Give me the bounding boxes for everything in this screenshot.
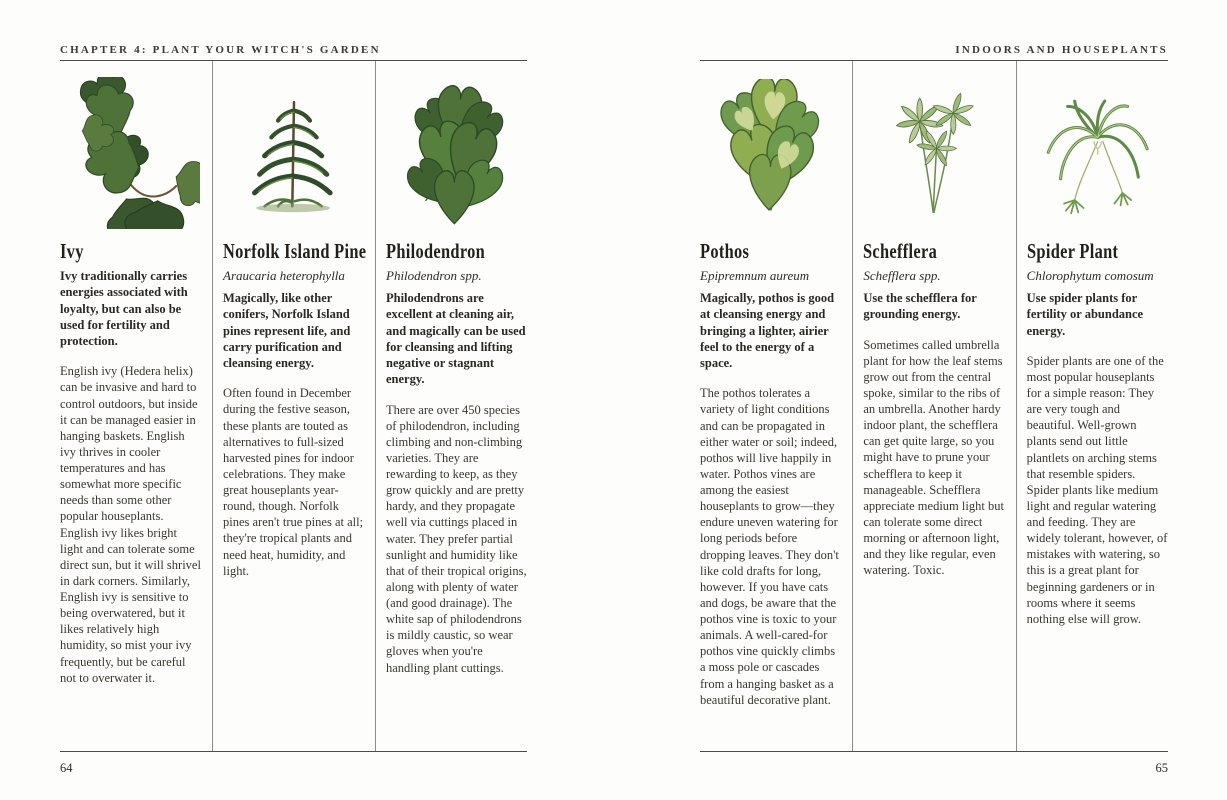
- plant-entry-philodendron: [375, 61, 527, 751]
- ivy-illustration: [60, 61, 201, 237]
- plant-intro: Philodendrons are excellent at cleaning air, and magically can be used for cleansing and lifting negative or stagnant energy.: [386, 291, 526, 387]
- plant-title: Pothos: [700, 239, 750, 263]
- plant-latin-name: Philodendron spp.: [386, 268, 482, 283]
- plant-intro: Magically, like other conifers, Norfolk Island pines represent life, and carry purification and cleansing energy.: [223, 291, 351, 370]
- left-page: [60, 28, 527, 776]
- spider-plant-illustration: [1027, 61, 1168, 237]
- plant-body: Sometimes called umbrella plant for how the leaf stems grow out from the central spoke, similar to the ribs of an umbrella. Another hardy indoor plant, the schefflera can get quite large, so you might have to prune your schefflera to keep it manageable. Schefflera appreciate medium light but can tolerate some direct morning or afternoon light, and they like regular, even watering. Toxic.: [863, 337, 1004, 578]
- plant-body: There are over 450 species of philodendron, including climbing and non-climbing varieties. They are rewarding to keep, as they grow quickly and are pretty hardy, and they propagate well via cuttings placed in water. They prefer partial sunlight and humidity like that of their tropical origins, along with plenty of water (and good drainage). The white sap of philodendrons is mildly caustic, so wear gloves when you're handling plant cuttings.: [386, 402, 527, 675]
- plant-latin-name: Araucaria heterophylla: [223, 268, 345, 283]
- plant-latin-name: Epipremnum aureum: [700, 268, 810, 283]
- norfolk-island-pine-illustration: [223, 61, 364, 237]
- plant-body: Often found in December during the festive season, these plants are touted as alternatives to full-sized harvested pines for indoor celebrations. They make great houseplants year-round, though. Norfolk pines aren't true pines at all; they're tropical plants and need heat, humidity, and light.: [223, 386, 364, 578]
- plant-entry-pothos: [700, 61, 852, 751]
- plant-intro: Ivy traditionally carries energies associated with loyalty, but can also be used for fertility and protection.: [60, 269, 188, 348]
- plant-entry-spider-plant: [1016, 61, 1168, 751]
- plant-latin-name: Schefflera spp.: [863, 268, 941, 283]
- plant-intro: Magically, pothos is good at cleansing energy and bringing a lighter, airier feel to the energy of a space.: [700, 291, 835, 370]
- schefflera-illustration: [863, 61, 1004, 237]
- plant-latin-name: Chlorophytum comosum: [1026, 268, 1154, 283]
- plant-title: Ivy: [60, 239, 84, 263]
- plant-entry-schefflera: [852, 61, 1015, 751]
- philodendron-illustration: [386, 61, 527, 237]
- page-number-left: 64: [60, 761, 73, 775]
- running-header-left: CHAPTER 4: PLANT YOUR WITCH'S GARDEN: [60, 44, 381, 56]
- plant-body: English ivy (Hedera helix) can be invasive and hard to control outdoors, but inside it can be managed easier in hanging baskets. English ivy thrives in cooler temperatures and has somewhat more specific needs than some other popular houseplants. English ivy likes bright light and can tolerate some direct sun, but it will shrivel in dark corners. Similarly, English ivy is sensitive to being overwatered, but it likes relatively high humidity, so mist your ivy frequently, but be careful not to overwater it.: [60, 364, 201, 685]
- plant-title: Schefflera: [863, 239, 938, 263]
- plant-title: Spider Plant: [1026, 239, 1118, 263]
- left-page-columns: [60, 60, 527, 752]
- plant-intro: Use spider plants for fertility or abundance energy.: [1026, 291, 1144, 338]
- plant-body: Spider plants are one of the most popular houseplants for a simple reason: They are very tough and beautiful. Well-grown plants send out little plantlets on arching stems that resemble spiders. Spider plants like medium light and regular watering and feeding. They are widely tolerant, however, of mistakes with watering, so this is a great plant for beginning gardeners or in rooms where it seems nothing else will grow.: [1026, 353, 1168, 626]
- plant-entry-norfolk-island-pine: [212, 61, 375, 751]
- plant-title: Norfolk Island Pine: [223, 239, 367, 263]
- right-page: [700, 28, 1168, 776]
- plant-intro: Use the schefflera for grounding energy.: [863, 291, 977, 322]
- pothos-illustration: [700, 61, 841, 237]
- page-number-right: 65: [1155, 761, 1168, 775]
- plant-title: Philodendron: [386, 239, 486, 263]
- plant-entry-ivy: [60, 61, 212, 751]
- plant-body: The pothos tolerates a variety of light conditions and can be propagated in either water or soil; indeed, pothos will live happily in water. Pothos vines are among the easiest houseplants to grow—they endure uneven watering for long periods before dropping leaves. They don't like cold drafts for long, however. If you have cats and dogs, be aware that the pothos vine is toxic to your animals. A well-cared-for pothos vine quickly climbs a moss pole or cascades from a hanging basket as a beautiful decorative plant.: [700, 386, 839, 707]
- right-page-columns: [700, 60, 1168, 752]
- running-header-right: INDOORS AND HOUSEPLANTS: [955, 44, 1168, 56]
